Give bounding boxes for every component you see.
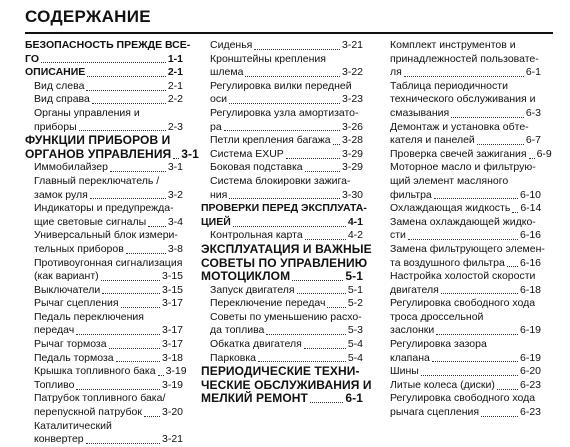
dot-leader: [245, 75, 340, 77]
toc-line[interactable]: [25, 161, 183, 175]
toc-line: [381, 216, 541, 230]
toc-entry-text: ЦИЕЙ: [201, 215, 231, 228]
toc-entry-text: Настройка холостой скорости: [390, 270, 536, 283]
dot-leader: [297, 292, 346, 294]
dot-leader: [86, 89, 165, 91]
toc-page-number: 6-18: [519, 283, 541, 296]
toc-line[interactable]: [381, 202, 541, 216]
toc-line[interactable]: [25, 93, 183, 107]
toc-line: [381, 392, 541, 406]
toc-line[interactable]: [381, 66, 541, 80]
toc-entry-text: Иммобилайзер: [34, 161, 108, 174]
toc-entry-text: БЕЗОПАСНОСТЬ ПРЕЖДЕ ВСЕ-: [25, 39, 191, 51]
toc-line: [25, 39, 191, 53]
toc-entry-text: Боковая подставка: [210, 161, 303, 174]
toc-page-number: 4-1: [347, 215, 363, 228]
toc-page-number: 6-7: [525, 134, 541, 147]
toc-line[interactable]: [25, 66, 183, 80]
toc-entry-text: Парковка: [210, 351, 257, 364]
toc-entry-text: двигателя: [390, 283, 439, 296]
dot-leader: [173, 157, 179, 159]
toc-page-number: 3-30: [341, 188, 363, 201]
toc-entry-text: Шины: [390, 365, 419, 378]
toc-page-number: 6-16: [519, 229, 541, 242]
toc-entry-text: Советы по уменьшению расхо-: [210, 310, 362, 323]
toc-line[interactable]: [201, 284, 363, 298]
toc-entry-text: тельных приборов: [34, 242, 124, 255]
toc-line[interactable]: [25, 433, 183, 447]
dot-leader: [87, 75, 166, 77]
toc-entry-text: Педаль тормоза: [34, 351, 114, 364]
toc-page-number: 6-19: [519, 351, 541, 364]
toc-entry-text: Проверка свечей зажигания: [390, 147, 527, 160]
toc-entry-text: Обкатка двигателя: [210, 338, 302, 351]
toc-entry-text: клапана: [390, 351, 430, 364]
toc-page-number: 3-1: [167, 161, 183, 174]
toc-line: [381, 175, 541, 189]
toc-page-number: 6-1: [345, 391, 363, 406]
dot-leader: [432, 360, 518, 362]
dot-leader: [441, 292, 518, 294]
toc-line[interactable]: [25, 189, 183, 203]
toc-entry-text: Регулировка вилки передней: [210, 79, 352, 92]
toc-page-number: 2-3: [167, 120, 183, 133]
dot-leader: [434, 197, 518, 199]
toc-line: [201, 202, 367, 216]
toc-page-number: 5-1: [345, 269, 363, 284]
dot-leader: [327, 306, 345, 308]
toc-line[interactable]: [25, 379, 183, 393]
toc-line[interactable]: [381, 324, 541, 338]
toc-line[interactable]: [381, 134, 541, 148]
dot-leader: [109, 347, 160, 349]
toc-page-number: 5-4: [347, 351, 363, 364]
toc-page-number: 6-3: [525, 106, 541, 119]
toc-page-number: 2-1: [167, 79, 183, 92]
dot-leader: [101, 279, 160, 281]
toc-page-number: 3-17: [161, 324, 183, 337]
toc-line: [201, 241, 372, 257]
toc-line[interactable]: [25, 80, 183, 94]
toc-entry-text: Каталитический: [34, 419, 112, 432]
toc-page-number: 6-20: [519, 365, 541, 378]
dot-leader: [102, 292, 160, 294]
toc-entry-text: принадлежностей пользовате-: [390, 52, 539, 65]
dot-leader: [158, 374, 164, 376]
toc-page-number: 4-2: [347, 229, 363, 242]
dot-leader: [305, 170, 340, 172]
toc-entry-text: Охлаждающая жидкость: [390, 202, 511, 215]
dot-leader: [76, 333, 160, 335]
toc-page-number: 6-19: [519, 324, 541, 337]
toc-entry-text: МЕЛКИЙ РЕМОНТ: [201, 391, 308, 406]
toc-entry-text: ЭКСПЛУАТАЦИЯ И ВАЖНЫЕ: [201, 241, 372, 256]
toc-page-number: 3-2: [167, 188, 183, 201]
toc-line: [25, 311, 183, 325]
toc-line[interactable]: [201, 93, 363, 107]
dot-leader: [86, 442, 160, 444]
dot-leader: [229, 197, 340, 199]
toc-line[interactable]: [201, 392, 363, 406]
toc-entry-text: ния: [210, 188, 228, 201]
dot-leader: [266, 333, 345, 335]
dot-leader: [254, 48, 340, 50]
toc-line[interactable]: [381, 189, 541, 203]
toc-entry-text: Органы управления и: [34, 106, 140, 119]
toc-page-number: 3-19: [165, 365, 187, 378]
toc-entry-text: шлема: [210, 66, 244, 79]
toc-line[interactable]: [201, 161, 363, 175]
toc-line: [25, 420, 183, 434]
toc-entry-text: та воздушного фильтра: [390, 256, 505, 269]
toc-line[interactable]: [201, 134, 363, 148]
toc-entry-text: фильтра: [390, 188, 432, 201]
dot-leader: [529, 157, 535, 159]
toc-entry-text: щие световые сигналы: [34, 215, 147, 228]
toc-entry-text: ра: [210, 120, 222, 133]
toc-line[interactable]: [25, 53, 183, 67]
toc-line[interactable]: [25, 243, 183, 257]
toc-page-number: 5-1: [347, 283, 363, 296]
dot-leader: [224, 129, 340, 131]
toc-line[interactable]: [25, 146, 199, 162]
toc-page-number: 3-26: [341, 120, 363, 133]
toc-entry-text: Демонтаж и установка обте-: [390, 120, 529, 133]
toc-entry-text: Сиденья: [210, 39, 253, 51]
toc-entry-text: Универсальный блок измери-: [34, 229, 178, 242]
toc-entry-text: Главный переключатель /: [34, 174, 160, 187]
dot-leader: [121, 306, 160, 308]
dot-leader: [79, 129, 166, 131]
dot-leader: [512, 211, 518, 213]
toc-entry-text: ПРОВЕРКИ ПЕРЕД ЭКСПЛУАТА-: [201, 202, 367, 215]
dot-leader: [116, 360, 160, 362]
toc-entry-text: ЧЕСКИЕ ОБСЛУЖИВАНИЯ И: [201, 377, 372, 392]
toc-entry-text: ОРГАНОВ УПРАВЛЕНИЯ: [25, 146, 172, 161]
toc-line[interactable]: [25, 365, 187, 379]
toc-line[interactable]: [25, 406, 183, 420]
toc-page-number: 3-1: [181, 146, 199, 161]
title-rule: [25, 32, 553, 34]
toc-line[interactable]: [381, 147, 552, 162]
dot-leader: [110, 170, 166, 172]
toc-entry-text: Индикаторы и предупрежда-: [34, 202, 174, 215]
toc-line[interactable]: [381, 379, 541, 393]
dot-leader: [258, 360, 346, 362]
toc-entry-text: Моторное масло и фильтрую-: [390, 161, 536, 174]
toc-line[interactable]: [201, 270, 363, 284]
toc-entry-text: щий элемент масляного: [390, 174, 509, 187]
toc-entry-text: (как вариант): [34, 270, 99, 283]
toc-page-number: 3-15: [161, 270, 183, 283]
toc-line: [25, 202, 183, 216]
dot-leader: [421, 374, 518, 376]
toc-line[interactable]: [381, 406, 541, 420]
dot-leader: [310, 401, 343, 403]
toc-line: [25, 107, 183, 121]
toc-line[interactable]: [201, 229, 363, 243]
page-title: СОДЕРЖАНИЕ: [25, 7, 151, 26]
toc-line[interactable]: [381, 284, 541, 298]
toc-entry-text: Выключатели: [34, 283, 101, 296]
toc-page-number: 3-17: [161, 338, 183, 351]
toc-entry-text: Педаль переключения: [34, 310, 144, 323]
dot-leader: [451, 116, 524, 118]
toc-page-number: 6-1: [525, 66, 541, 79]
dot-leader: [90, 197, 166, 199]
toc-line[interactable]: [201, 352, 363, 366]
toc-entry-text: Система EXUP: [210, 147, 284, 160]
toc-entry-text: Комплект инструментов и: [390, 39, 516, 51]
toc-entry-text: Кронштейны крепления: [210, 52, 326, 65]
toc-line[interactable]: [25, 352, 183, 366]
dot-leader: [92, 102, 166, 104]
dot-leader: [481, 415, 518, 417]
toc-entry-text: Переключение передач: [210, 297, 326, 310]
toc-entry-text: Регулировка свободного хода: [390, 392, 536, 405]
toc-entry-text: ля: [390, 66, 402, 79]
toc-entry-text: смазывания: [390, 106, 450, 119]
toc-line[interactable]: [381, 352, 541, 366]
dot-leader: [497, 388, 518, 390]
dot-leader: [292, 279, 343, 281]
toc-line[interactable]: [381, 365, 541, 379]
toc-entry-text: Рычаг сцепления: [34, 297, 119, 310]
toc-page-number: 3-29: [341, 161, 363, 174]
toc-line: [25, 392, 183, 406]
toc-page-number: 3-15: [161, 283, 183, 296]
toc-entry-text: СОВЕТЫ ПО УПРАВЛЕНИЮ: [201, 255, 368, 270]
toc-page-number: 3-20: [161, 406, 183, 419]
toc-entry-text: Таблица периодичности: [390, 79, 508, 92]
toc-line[interactable]: [25, 284, 183, 298]
toc-entry-text: Патрубок топливного бака/: [34, 392, 166, 405]
toc-page-number: 3-22: [341, 66, 363, 79]
toc-entry-text: конвертер: [34, 433, 84, 446]
toc-entry-text: ГО: [25, 52, 39, 65]
dot-leader: [333, 143, 340, 145]
toc-page-number: 6-23: [519, 378, 541, 391]
dot-leader: [304, 347, 346, 349]
toc-column-2: [201, 39, 372, 406]
toc-column-1: [25, 39, 199, 447]
dot-leader: [41, 61, 166, 63]
toc-line[interactable]: [201, 338, 363, 352]
toc-line[interactable]: [25, 297, 183, 311]
toc-line: [201, 80, 363, 94]
toc-entry-text: заслонки: [390, 324, 435, 337]
dot-leader: [305, 238, 346, 240]
toc-entry-text: кателя и панелей: [390, 134, 475, 147]
toc-line: [381, 93, 541, 107]
toc-line[interactable]: [201, 148, 363, 162]
toc-entry-text: ПЕРИОДИЧЕСКИЕ ТЕХНИ-: [201, 364, 360, 379]
dot-leader: [76, 388, 160, 390]
toc-line[interactable]: [201, 121, 363, 135]
toc-page-number: 3-21: [341, 39, 363, 51]
toc-line: [25, 229, 183, 243]
toc-line: [25, 175, 183, 189]
toc-page-number: 3-19: [161, 378, 183, 391]
dot-leader: [126, 252, 166, 254]
toc-line: [25, 257, 183, 271]
toc-line: [381, 311, 541, 325]
toc-page-number: 3-18: [161, 351, 183, 364]
toc-line: [381, 270, 541, 284]
toc-page-number: 6-10: [519, 188, 541, 201]
toc-entry-text: Замена охлаждающей жидко-: [390, 215, 536, 228]
toc-entry-text: Контрольная карта: [210, 229, 303, 242]
toc-line[interactable]: [201, 189, 363, 203]
toc-line: [201, 107, 363, 121]
toc-line[interactable]: [25, 324, 183, 338]
toc-entry-text: технического обслуживания и: [390, 93, 536, 106]
toc-page-number: 3-17: [161, 297, 183, 310]
toc-entry-text: приборы: [34, 120, 77, 133]
toc-page-number: 6-23: [519, 406, 541, 419]
toc-page-number: 6-16: [519, 256, 541, 269]
toc-entry-text: сти: [390, 229, 406, 242]
toc-page-number: 3-4: [167, 215, 183, 228]
toc-page-number: 2-2: [167, 93, 183, 106]
toc-line[interactable]: [201, 39, 363, 53]
toc-line: [381, 39, 541, 53]
toc-page-number: 5-4: [347, 338, 363, 351]
toc-line: [25, 134, 183, 148]
toc-entry-text: Регулировка зазора: [390, 338, 487, 351]
toc-page-number: 6-9: [536, 147, 552, 160]
dot-leader: [477, 143, 524, 145]
toc-page-number: 5-2: [347, 297, 363, 310]
toc-line[interactable]: [25, 216, 183, 230]
toc-line: [201, 311, 363, 325]
toc-line[interactable]: [381, 229, 541, 243]
toc-page-number: 3-8: [167, 242, 183, 255]
toc-line: [381, 53, 541, 67]
toc-entry-text: Рычаг тормоза: [34, 338, 107, 351]
toc-entry-text: оси: [210, 93, 227, 106]
toc-entry-text: Регулировка узла амортизато-: [210, 106, 359, 119]
toc-entry-text: передач: [34, 324, 75, 337]
toc-entry-text: Замена фильтрующего элемен-: [390, 242, 545, 255]
toc-line: [381, 242, 545, 257]
toc-line: [201, 365, 363, 379]
toc-entry-text: Вид слева: [34, 79, 85, 92]
toc-line[interactable]: [25, 121, 183, 135]
toc-entry-text: МОТОЦИКЛОМ: [201, 269, 291, 284]
toc-entry-text: замок руля: [34, 188, 88, 201]
toc-line: [381, 121, 541, 135]
dot-leader: [408, 238, 518, 240]
toc-line: [381, 161, 541, 175]
dot-leader: [286, 157, 340, 159]
toc-line[interactable]: [201, 66, 363, 80]
toc-line: [201, 255, 368, 271]
toc-entry-text: Вид справа: [34, 93, 90, 106]
dot-leader: [229, 102, 340, 104]
dot-leader: [436, 333, 518, 335]
toc-line[interactable]: [381, 257, 541, 271]
toc-line: [201, 53, 363, 67]
toc-line[interactable]: [25, 270, 183, 284]
toc-page-number: 1-1: [167, 52, 183, 65]
toc-entry-text: Литые колеса (диски): [390, 378, 495, 391]
toc-page-number: 2-1: [167, 66, 183, 79]
dot-leader: [148, 225, 166, 227]
dot-leader: [144, 415, 160, 417]
toc-line: [381, 338, 541, 352]
toc-page-number: 5-3: [347, 324, 363, 337]
toc-page-number: 3-21: [161, 433, 183, 446]
toc-page-number: 6-14: [520, 202, 542, 215]
toc-line: [381, 297, 541, 311]
toc-entry-text: Топливо: [34, 378, 75, 391]
toc-page-number: 3-23: [341, 93, 363, 106]
toc-page-number: 3-28: [341, 134, 363, 147]
toc-entry-text: Регулировка свободного хода: [390, 297, 536, 310]
toc-entry-text: Крышка топливного бака: [34, 365, 156, 378]
toc-line[interactable]: [201, 216, 363, 230]
toc-entry-text: Противоугонная сигнализация: [34, 256, 183, 269]
toc-line: [201, 175, 363, 189]
toc-line: [381, 80, 541, 94]
toc-entry-text: перепускной патрубок: [34, 406, 142, 419]
toc-entry-text: ОПИСАНИЕ: [25, 66, 86, 79]
dot-leader: [507, 265, 518, 267]
toc-column-3: [381, 39, 552, 420]
toc-line[interactable]: [381, 107, 541, 121]
toc-page-number: 3-29: [341, 147, 363, 160]
toc-entry-text: Запуск двигателя: [210, 283, 295, 296]
toc-line[interactable]: [201, 297, 363, 311]
toc-entry-text: Система блокировки зажига-: [210, 174, 351, 187]
dot-leader: [404, 75, 524, 77]
toc-line[interactable]: [25, 338, 183, 352]
toc-entry-text: да топлива: [210, 324, 265, 337]
toc-entry-text: ФУНКЦИИ ПРИБОРОВ И: [25, 133, 171, 148]
dot-leader: [233, 225, 346, 227]
toc-entry-text: троса дроссельной: [390, 310, 484, 323]
toc-entry-text: Петли крепления багажа: [210, 134, 331, 147]
toc-entry-text: рычага сцепления: [390, 406, 480, 419]
toc-line[interactable]: [201, 324, 363, 338]
